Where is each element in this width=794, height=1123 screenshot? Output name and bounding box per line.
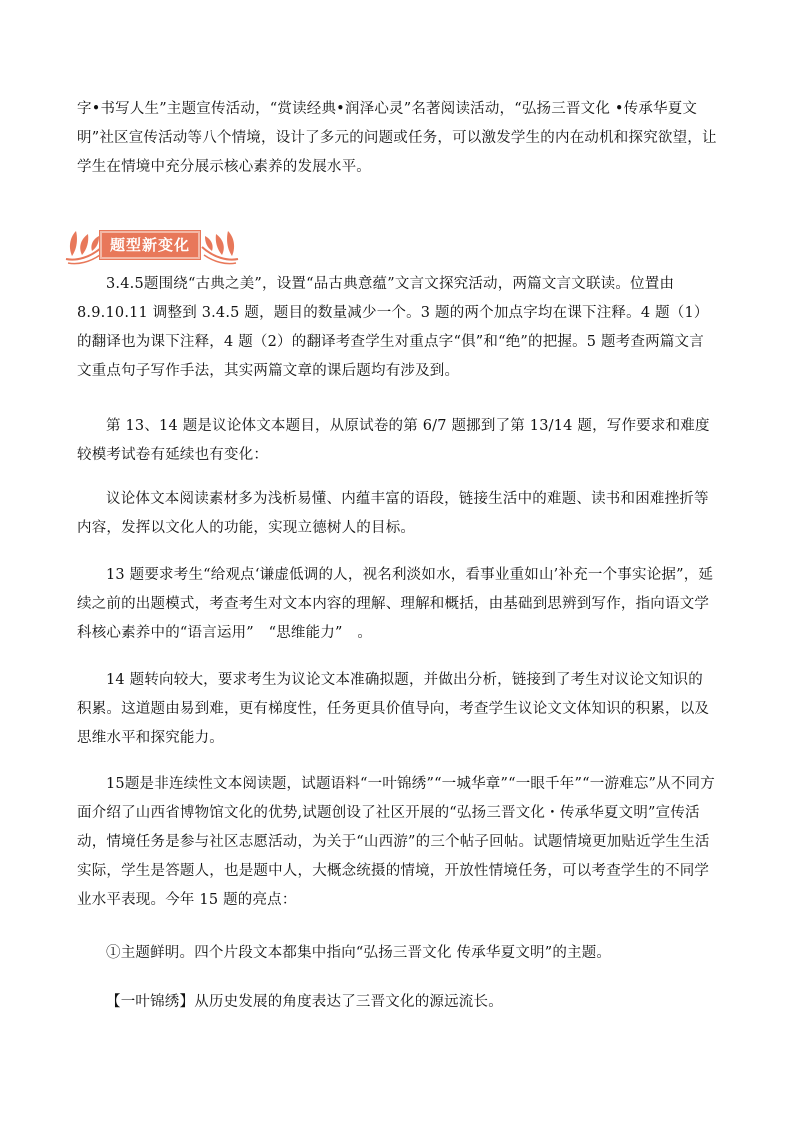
section-heading-banner — [64, 225, 244, 267]
paragraph-q13-14-overview: 第 13、14 题是议论体文本题目，从原试卷的第 6/7 题挪到了第 13/14 题，写作要求和难度较模考试卷有延续也有变化： — [77, 418, 710, 463]
paragraph-q15: 15题是非连续性文本阅读题，试题语料“一叶锦绣”“一城华章”“一眼千年”“一游难忘”从不同方面介绍了山西省博物馆文化的优势,试题创设了社区开展的“弘扬三晋文化・传承华夏文明”宣传活动，情境任务是参与社区志愿活动，为关于“山西游”的三个帖子回帖。试题情境更加贴近学生生活实际，学生是答题人，也是题中人，大概念统摄的情境，开放性情境任务，可以考查学生的不同学业水平表现。今年 15 题的亮点： — [77, 776, 715, 908]
right-leaf-ornament-icon — [200, 225, 240, 267]
paragraph-argumentative-materials: 议论体文本阅读素材多为浅析易懂、内蕴丰富的语段，链接生活中的难题、读书和困难挫折等内容，发挥以文化人的功能，实现立德树人的目标。 — [77, 491, 709, 536]
paragraph-yiye-jinxiu: 【一叶锦绣】从历史发展的角度表达了三晋文化的源远流长。 — [106, 994, 503, 1010]
paragraph-q14: 14 题转向较大，要求考生为议论文本准确拟题，并做出分析，链接到了考生对议论文知识的积累。这道题由易到难，更有梯度性，任务更具价值导向，考查学生议论文文体知识的积累，以及思维水平和探究能力。 — [77, 672, 710, 746]
paragraph-classical-chinese: 3.4.5题围绕“古典之美”，设置“品古典意蕴”文言文探究活动，两篇文言文联读。位置由 8.9.10.11 调整到 3.4.5 题，题目的数量减少一个。3 题的两个加点字均在课下注释。4 题（1）的翻译也为课下注释，4 题（2）的翻译考查学生对重点字“俱”和“绝”的把握。5 题考查两篇文言文重点句子写作手法，其实两篇文章的课后题均有涉及到。 — [77, 276, 709, 379]
section-heading-title: 题型新变化 — [100, 231, 200, 259]
paragraph-q13: 13 题要求考生“给观点‘谦虚低调的人，视名利淡如水，看事业重如山’补充一个事实论据”，延续之前的出题模式，考查考生对文本内容的理解、理解和概括，由基础到思辨到写作，指向语文学科核心素养中的“语言运用” “思维能力” 。 — [77, 567, 714, 641]
paragraph-intro-continued: 字•书写人生”主题宣传活动，“赏读经典•润泽心灵”名著阅读活动，“弘扬三晋文化 •传承华夏文明”社区宣传活动等八个情境，设计了多元的问题或任务，可以激发学生的内在动机和探究欲望，让学生在情境中充分展示核心素养的发展水平。 — [77, 101, 717, 175]
left-leaf-ornament-icon — [64, 225, 104, 267]
paragraph-highlight-1: ①主题鲜明。四个片段文本都集中指向“弘扬三晋文化 传承华夏文明”的主题。 — [106, 945, 612, 961]
